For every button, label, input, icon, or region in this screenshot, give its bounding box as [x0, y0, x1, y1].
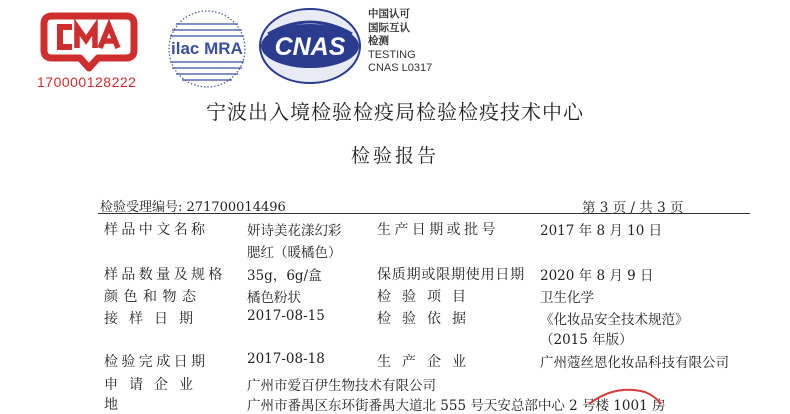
- label-shelf-life: 保质期或限期使用日期: [377, 267, 525, 283]
- ilac-mra-logo: [164, 6, 250, 92]
- value-manufacturer: 广州蔻丝恩化妆品科技有限公司: [540, 355, 729, 371]
- cnas-text: CNAS: [274, 33, 346, 61]
- value-completion-date: 2017-08-18: [247, 351, 325, 367]
- document-subtitle: 检验报告: [350, 145, 439, 167]
- value-quantity-spec: 35g，6g/盒: [247, 268, 322, 284]
- cma-number: 170000128222: [37, 74, 137, 90]
- cnas-line-4: TESTING: [368, 48, 416, 61]
- label-receive-date: 接样日期: [104, 311, 204, 327]
- value-receive-date: 2017-08-15: [247, 308, 325, 324]
- page-info: 第 3 页 / 共 3 页: [582, 200, 684, 216]
- value-sample-cn-name-2: 腮红（暖橘色）: [247, 245, 342, 261]
- label-manufacturer: 生产企业: [377, 354, 477, 370]
- value-color-state: 橘色粉状: [247, 290, 301, 306]
- cma-logo: [38, 10, 140, 72]
- value-applicant: 广州市爱百伊生物技术有限公司: [247, 378, 436, 394]
- label-production-date: 生产日期或批号: [377, 222, 499, 238]
- cnas-line-2: 国际互认: [368, 21, 410, 34]
- value-sample-cn-name-1: 妍诗美花漾幻彩: [247, 223, 342, 239]
- cnas-line-5: CNAS L0317: [368, 62, 433, 74]
- value-test-basis-1: 《化妆品安全技术规范》: [540, 312, 689, 328]
- cnas-logo: [258, 6, 362, 86]
- label-test-basis: 检验依据: [377, 311, 477, 327]
- value-test-basis-2: （2015 年版）: [540, 332, 633, 348]
- value-test-item: 卫生化学: [540, 290, 594, 306]
- cnas-line-3: 检测: [368, 35, 389, 47]
- label-quantity-spec: 样品数量及规格: [104, 267, 226, 283]
- seal-stamp-edge: [585, 384, 665, 404]
- label-applicant: 申请企业: [104, 377, 204, 393]
- document-title: 宁波出入境检验检疫局检验检疫技术中心: [206, 100, 584, 124]
- label-test-item: 检验项目: [377, 289, 477, 305]
- label-completion-date: 检验完成日期: [104, 354, 209, 370]
- value-shelf-life: 2020 年 8 月 9 日: [540, 268, 654, 284]
- value-production-date: 2017 年 8 月 10 日: [540, 223, 663, 239]
- accept-number-value: 271700014496: [186, 200, 286, 215]
- label-sample-cn-name: 样品中文名称: [104, 222, 209, 238]
- cnas-line-1: 中国认可: [368, 8, 410, 20]
- accept-number-label: 检验受理编号:: [100, 200, 183, 215]
- cnas-accreditation-text: [368, 8, 432, 76]
- label-address: 地: [104, 397, 118, 413]
- ilac-text: ilac MRA: [171, 39, 243, 58]
- header-divider: [98, 213, 750, 214]
- label-color-state: 颜色和物态: [104, 289, 202, 305]
- value-address: 广州市番禺区东环街番禺大道北 555 号天安总部中心 2 号楼 1001 房: [247, 398, 666, 414]
